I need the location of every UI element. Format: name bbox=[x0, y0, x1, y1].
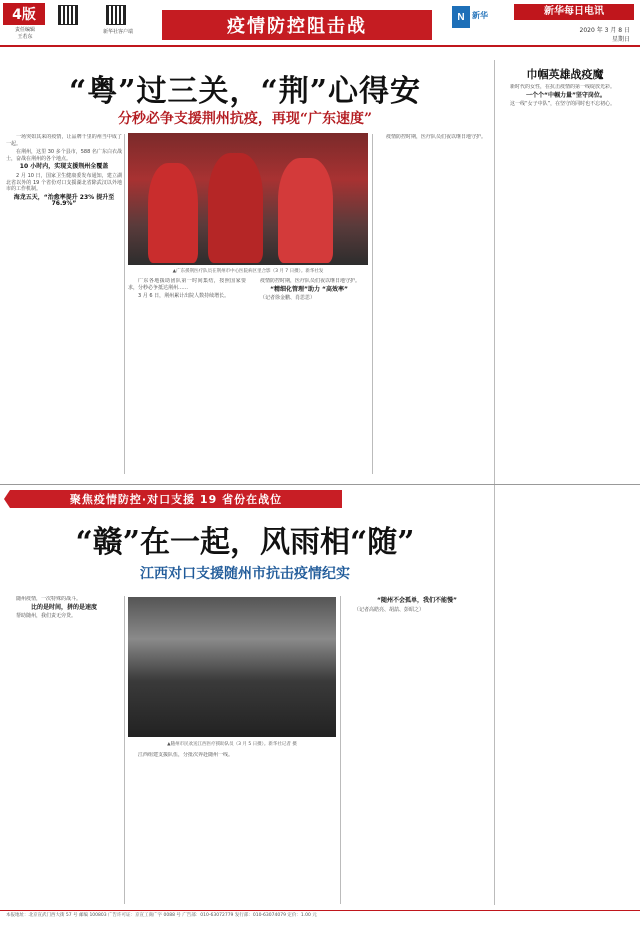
top-subheadline: 分秒必争支援荆州抗疫，再现“广东速度” bbox=[117, 111, 373, 127]
top-story-column-2 bbox=[128, 278, 246, 474]
top-story-column-3 bbox=[250, 278, 368, 474]
paragraph: 这一线“女子中队”，在坚守的同时也不忘初心。 bbox=[510, 101, 616, 108]
farewell-photo bbox=[128, 597, 336, 737]
paragraph: 在荆州，这里 30 多个县市，588 名广东白衣战士，奋战在荆州的各个地点。 bbox=[6, 149, 122, 162]
right-column-text bbox=[500, 84, 632, 904]
issue-weekday: 星期日 bbox=[611, 36, 630, 43]
column-rule bbox=[372, 134, 373, 474]
paragraph: 一场突如其来的疫情，让品牌千里的州当中成了一起。 bbox=[6, 134, 122, 147]
photo-figure bbox=[278, 158, 333, 263]
column-rule bbox=[494, 60, 495, 905]
qr-code-icon bbox=[106, 5, 126, 25]
subheading: 海龙五天，“治愈率提升 23% 提升至 76.9%” bbox=[13, 193, 115, 208]
paragraph: 3 月 6 日，荆州累计出院人数持续增长。 bbox=[138, 293, 230, 300]
editor-line: 责任编辑 bbox=[14, 27, 35, 33]
byline: （记者高皓亮、胡喆、彭昭之） bbox=[354, 606, 425, 613]
editor-credit bbox=[3, 27, 47, 41]
subheading: 10 小时内，实现支援荆州全覆盖 bbox=[19, 163, 109, 171]
bottom-story-column-1 bbox=[6, 596, 122, 904]
subheading: 一个个“中帼力量”坚守岗位。 bbox=[526, 91, 606, 99]
header-rule bbox=[0, 45, 640, 47]
bottom-story-column-3 bbox=[344, 596, 490, 904]
page-number: 4版 bbox=[3, 3, 45, 25]
logo-mark-icon: N bbox=[452, 6, 470, 28]
top-story-column-1 bbox=[6, 134, 122, 474]
subheading: “精细化管理”助力 “高效率” bbox=[270, 285, 348, 293]
page-footer: 本报地址：北京宣武门西大街 57 号 邮编 100803 广告许可证：京宣工商广字 0088 号 广告部：010-63072779 发行部：010-63074079 定价：1.00 元 bbox=[0, 910, 640, 927]
paragraph: 疫情防控时期，医疗队员们夜以继日地守护。 bbox=[260, 278, 361, 284]
subheading: 比的是时间，拼的是速度 bbox=[30, 603, 97, 611]
page-header bbox=[0, 0, 640, 44]
bottom-headline: “赣”在一起，风雨相“随” bbox=[75, 525, 415, 560]
paragraph: 广东各地援助团队第一时间集结，按照国家要求，分秒必争抵达荆州…… bbox=[128, 278, 246, 291]
photo-figure bbox=[208, 153, 263, 263]
paragraph: 帮助随州，我们责无旁贷。 bbox=[16, 613, 77, 620]
bottom-subheadline: 江西对口支援随州市抗击疫情纪实 bbox=[140, 566, 350, 582]
newspaper-name: 新华每日电讯 bbox=[514, 4, 634, 20]
section-divider bbox=[0, 484, 640, 485]
photo-figure bbox=[148, 163, 198, 263]
paragraph: 疫情防控时期，医疗队员们夜以继日地守护。 bbox=[386, 134, 487, 140]
column-rule bbox=[340, 596, 341, 904]
editor-line: 王若东 bbox=[17, 34, 33, 40]
xinhua-logo bbox=[452, 6, 492, 38]
medical-team-photo bbox=[128, 133, 368, 265]
section-banner: 疫情防控阻击战 bbox=[162, 10, 432, 40]
byline: （记者徐金鹏、肖思思） bbox=[260, 295, 316, 302]
right-column-headline: 巾帼英雄战疫魔 bbox=[526, 68, 604, 81]
subheading: “随州不会孤单，我们不能慢” bbox=[377, 597, 457, 604]
paragraph: 新时代的女性，在抗击疫情的第一线绽放光彩。 bbox=[510, 84, 616, 90]
section-band: 聚焦疫情防控·对口支援 19 省份在战位 bbox=[10, 490, 342, 508]
logo-text: 新华 bbox=[472, 11, 488, 20]
paragraph: 2 月 10 日，国家卫生健康委发布通知，建立湖北省以外的 19 个省份对口支援湖北省除武汉以外地市的工作机制。 bbox=[6, 172, 122, 193]
top-story-column-4 bbox=[376, 134, 490, 474]
qr-label: 新华社客户端 bbox=[102, 29, 133, 35]
issue-date: 2020 年 3 月 8 日 bbox=[579, 27, 630, 34]
paragraph: 江西组建支援队伍，分批次奔赴随州一线。 bbox=[138, 752, 234, 758]
qr-code-icon bbox=[58, 5, 78, 25]
photo-caption: ▲随州市民欢送江西医疗援助队员（3 月 5 日摄）。新华社记者 摄 bbox=[167, 742, 297, 747]
photo-caption: ▲广东援荆医疗队员在荆州市中心医院病区里合影（3 月 7 日摄）。新华社发 bbox=[172, 269, 324, 274]
column-rule bbox=[124, 596, 125, 904]
top-headline: “粤”过三关，“荆”心得安 bbox=[68, 74, 422, 109]
paragraph: 随州疫情，一次特殊的战斗。 bbox=[16, 596, 82, 602]
column-rule bbox=[124, 134, 125, 474]
bottom-story-column-2 bbox=[128, 752, 336, 904]
